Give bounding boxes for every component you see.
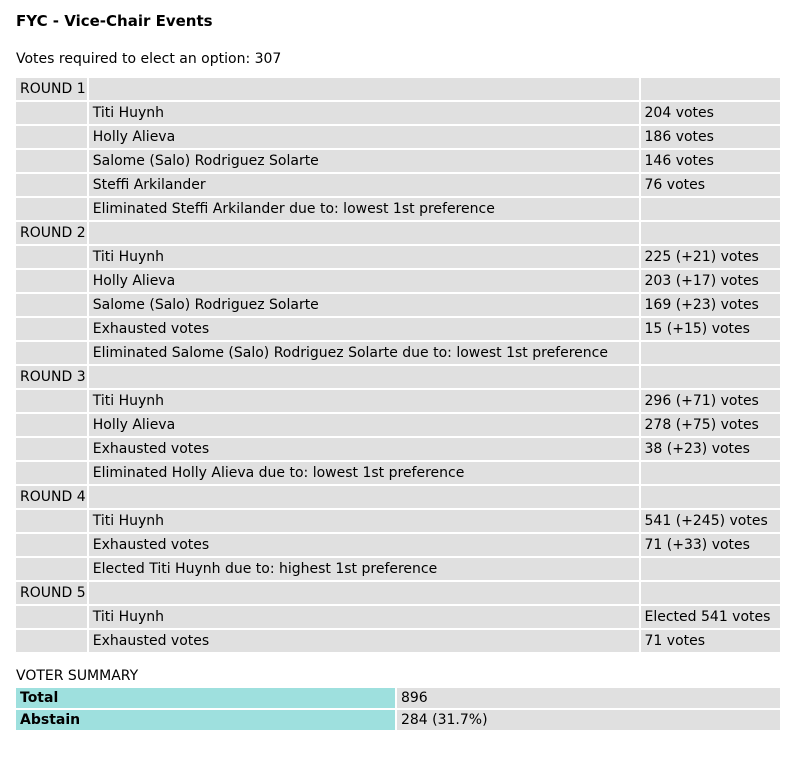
- table-row: [16, 438, 780, 460]
- candidate-name: Exhausted votes: [89, 438, 639, 460]
- vote-count: 76 votes: [641, 174, 780, 196]
- row-indent-cell: [16, 126, 87, 148]
- summary-label: Total: [16, 688, 395, 708]
- candidate-name: Holly Alieva: [89, 414, 639, 436]
- table-row: [16, 462, 780, 484]
- row-indent-cell: [16, 630, 87, 652]
- voter-summary-table: [14, 686, 782, 732]
- vote-count: 186 votes: [641, 126, 780, 148]
- table-row: [16, 318, 780, 340]
- round-header-row: [16, 78, 780, 100]
- vote-count: [641, 462, 780, 484]
- table-row: [16, 246, 780, 268]
- candidate-name: Titi Huynh: [89, 510, 639, 532]
- row-indent-cell: [16, 606, 87, 628]
- candidate-name: Titi Huynh: [89, 102, 639, 124]
- round-header-blank: [89, 78, 639, 100]
- vote-count: 225 (+21) votes: [641, 246, 780, 268]
- table-row: [16, 342, 780, 364]
- candidate-name: Steffi Arkilander: [89, 174, 639, 196]
- vote-count: Elected 541 votes: [641, 606, 780, 628]
- round-label: ROUND 3: [16, 366, 87, 388]
- row-indent-cell: [16, 294, 87, 316]
- vote-count: 71 votes: [641, 630, 780, 652]
- round-header-row: [16, 486, 780, 508]
- round-header-blank: [641, 78, 780, 100]
- vote-count: [641, 558, 780, 580]
- round-label: ROUND 4: [16, 486, 87, 508]
- table-row: [16, 414, 780, 436]
- row-indent-cell: [16, 342, 87, 364]
- vote-count: [641, 198, 780, 220]
- vote-count: 38 (+23) votes: [641, 438, 780, 460]
- candidate-name: Titi Huynh: [89, 246, 639, 268]
- voter-summary-title: VOTER SUMMARY: [16, 668, 139, 684]
- round-label: ROUND 1: [16, 78, 87, 100]
- candidate-name: Eliminated Salome (Salo) Rodriguez Solarte due to: lowest 1st preference: [89, 342, 639, 364]
- table-row: [16, 510, 780, 532]
- table-row: [16, 534, 780, 556]
- round-header-row: [16, 366, 780, 388]
- vote-count: 71 (+33) votes: [641, 534, 780, 556]
- row-indent-cell: [16, 462, 87, 484]
- candidate-name: Salome (Salo) Rodriguez Solarte: [89, 294, 639, 316]
- row-indent-cell: [16, 174, 87, 196]
- row-indent-cell: [16, 510, 87, 532]
- row-indent-cell: [16, 270, 87, 292]
- table-row: [16, 126, 780, 148]
- row-indent-cell: [16, 102, 87, 124]
- vote-count: 146 votes: [641, 150, 780, 172]
- candidate-name: Eliminated Holly Alieva due to: lowest 1st preference: [89, 462, 639, 484]
- vote-count: 15 (+15) votes: [641, 318, 780, 340]
- round-header-blank: [89, 486, 639, 508]
- candidate-name: Titi Huynh: [89, 390, 639, 412]
- candidate-name: Salome (Salo) Rodriguez Solarte: [89, 150, 639, 172]
- table-row: [16, 198, 780, 220]
- candidate-name: Holly Alieva: [89, 270, 639, 292]
- candidate-name: Titi Huynh: [89, 606, 639, 628]
- row-indent-cell: [16, 198, 87, 220]
- row-indent-cell: [16, 390, 87, 412]
- candidate-name: Holly Alieva: [89, 126, 639, 148]
- row-indent-cell: [16, 558, 87, 580]
- row-indent-cell: [16, 246, 87, 268]
- vote-count: 541 (+245) votes: [641, 510, 780, 532]
- page-title: FYC - Vice-Chair Events: [16, 12, 213, 30]
- votes-required: Votes required to elect an option: 307: [16, 51, 282, 67]
- table-row: [16, 558, 780, 580]
- round-header-row: [16, 222, 780, 244]
- vote-count: 203 (+17) votes: [641, 270, 780, 292]
- rounds-table: [14, 76, 782, 654]
- candidate-name: Eliminated Steffi Arkilander due to: lowest 1st preference: [89, 198, 639, 220]
- row-indent-cell: [16, 534, 87, 556]
- candidate-name: Exhausted votes: [89, 534, 639, 556]
- table-row: [16, 630, 780, 652]
- vote-count: 296 (+71) votes: [641, 390, 780, 412]
- table-row: [16, 270, 780, 292]
- candidate-name: Exhausted votes: [89, 318, 639, 340]
- summary-value: 896: [397, 688, 780, 708]
- table-row: [16, 174, 780, 196]
- round-header-blank: [641, 366, 780, 388]
- candidate-name: Elected Titi Huynh due to: highest 1st preference: [89, 558, 639, 580]
- summary-label: Abstain: [16, 710, 395, 730]
- round-header-blank: [89, 582, 639, 604]
- row-indent-cell: [16, 414, 87, 436]
- table-row: [16, 102, 780, 124]
- round-header-blank: [89, 222, 639, 244]
- vote-count: 204 votes: [641, 102, 780, 124]
- round-label: ROUND 5: [16, 582, 87, 604]
- summary-row: [16, 688, 780, 708]
- row-indent-cell: [16, 150, 87, 172]
- table-row: [16, 150, 780, 172]
- round-label: ROUND 2: [16, 222, 87, 244]
- round-header-blank: [641, 582, 780, 604]
- vote-count: 169 (+23) votes: [641, 294, 780, 316]
- table-row: [16, 606, 780, 628]
- summary-value: 284 (31.7%): [397, 710, 780, 730]
- round-header-blank: [641, 222, 780, 244]
- row-indent-cell: [16, 438, 87, 460]
- vote-count: [641, 342, 780, 364]
- round-header-row: [16, 582, 780, 604]
- round-header-blank: [641, 486, 780, 508]
- vote-count: 278 (+75) votes: [641, 414, 780, 436]
- summary-row: [16, 710, 780, 730]
- round-header-blank: [89, 366, 639, 388]
- candidate-name: Exhausted votes: [89, 630, 639, 652]
- row-indent-cell: [16, 318, 87, 340]
- table-row: [16, 294, 780, 316]
- table-row: [16, 390, 780, 412]
